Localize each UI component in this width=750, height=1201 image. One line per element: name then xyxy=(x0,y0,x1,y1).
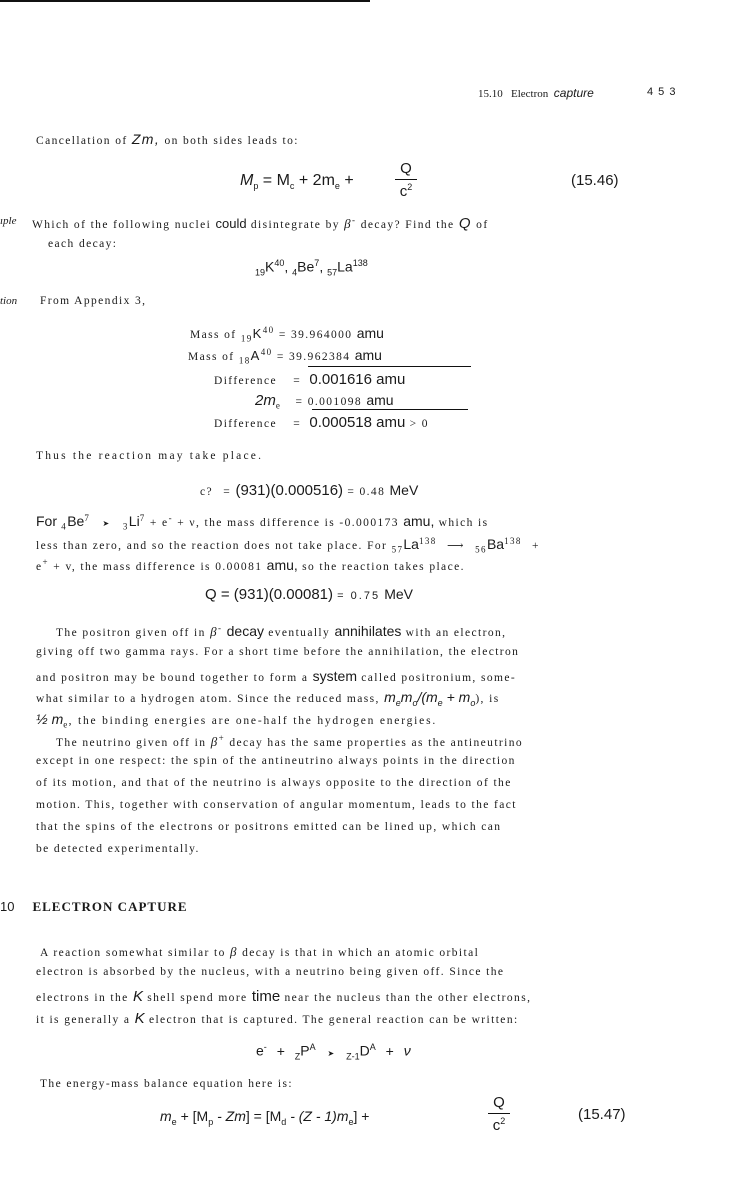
intro-text-a: Cancellation of xyxy=(36,135,128,147)
e47-c: - Zm xyxy=(217,1108,246,1124)
p3-l3-c: near the nucleus than the other electrons, xyxy=(284,992,532,1004)
frac-num: Q xyxy=(400,160,412,177)
less-la-pre: 57 xyxy=(391,544,404,555)
example-could: could xyxy=(215,216,247,231)
la-sup: 138 xyxy=(352,258,368,268)
be-line xyxy=(36,513,488,531)
p3-a: A reaction somewhat similar to xyxy=(40,947,226,959)
eq-rest-b: + 2m xyxy=(298,172,335,189)
row2-label: Mass of xyxy=(188,351,235,363)
p3-l4-k: K xyxy=(134,1010,145,1027)
eq-sub-e: e xyxy=(334,181,340,192)
rule-2 xyxy=(312,409,468,410)
row5-val: = xyxy=(293,418,302,430)
frac47-den-sup: 2 xyxy=(500,1116,506,1126)
row5-num: 0.000518 amu xyxy=(309,414,406,431)
row4-sub: e xyxy=(275,400,282,411)
e47-f: ] + xyxy=(353,1108,370,1124)
arrow-icon: ➤ xyxy=(102,519,111,528)
q-calc-1 xyxy=(200,482,418,499)
row4-unit: amu xyxy=(366,392,394,408)
equation-15-46 xyxy=(240,172,354,191)
rx-nu: ν xyxy=(403,1042,411,1059)
row1-label: Mass of xyxy=(190,329,237,341)
q2-d: MeV xyxy=(384,586,414,602)
solution-text: From Appendix 3, xyxy=(40,295,147,307)
rm-sub1: e xyxy=(395,697,401,708)
example-text-c: decay? Find the xyxy=(360,219,455,231)
nuclei-list: $_{19}K^{40}$, $_4Be^7$, $_{57}La^{138}$ xyxy=(255,258,368,278)
para2-line-5: that the spins of the electrons or positrons emitted can be lined up, which can xyxy=(36,821,502,833)
less-la-sup: 138 xyxy=(418,536,437,547)
eq-sub-c: c xyxy=(289,181,295,192)
e-line xyxy=(36,557,465,573)
row2-unit: amu xyxy=(354,347,382,363)
rm-m1: m xyxy=(384,689,396,705)
q-calc-2 xyxy=(205,586,413,603)
mass-row-2 xyxy=(188,347,382,365)
be-el: Be xyxy=(297,258,315,275)
para1-line-4 xyxy=(36,689,500,708)
e-line-sup: + xyxy=(42,557,49,568)
para3-line-2: electron is absorbed by the nucleus, with a neutrino being given off. Since the xyxy=(36,966,505,978)
e47-b: + [M xyxy=(180,1108,209,1124)
rx-d-sup: A xyxy=(369,1042,376,1052)
p1-a: The positron given off in xyxy=(56,627,206,639)
p1-l3-a: and positron may be bound together to form a xyxy=(36,672,309,684)
e-line-c: so the reaction takes place. xyxy=(302,561,465,573)
p1-l5-b: , the binding energies are one-half the hydrogen energies. xyxy=(68,715,438,727)
row3-label: Difference xyxy=(214,375,277,387)
page-number: 4 5 3 xyxy=(647,86,677,98)
p3-beta: β xyxy=(230,944,238,959)
para3-line-1 xyxy=(40,944,479,960)
energy-text: The energy-mass balance equation here is: xyxy=(40,1078,293,1090)
mass-row-4 xyxy=(255,392,394,410)
rx-e-sup: - xyxy=(263,1042,267,1052)
k-el: K xyxy=(265,258,275,275)
be-pre: 4 xyxy=(292,267,298,278)
qcalc-d: = 0.48 xyxy=(347,486,386,498)
rx-plus2: + xyxy=(385,1042,394,1059)
p1-l4-a: what similar to a hydrogen atom. Since the reduced mass, xyxy=(36,693,380,705)
para1-line-1 xyxy=(56,623,506,640)
zm-term: Zm, xyxy=(131,131,161,147)
eq-1546-fraction xyxy=(395,160,417,200)
be-line-sup: 7 xyxy=(84,513,91,524)
eq-1547-fraction xyxy=(488,1094,510,1134)
reaction-equation xyxy=(256,1042,411,1061)
la-el: La xyxy=(337,258,353,275)
mass-row-3 xyxy=(214,371,405,388)
q2-b: (0.00081) xyxy=(268,586,333,603)
p2-a: The neutrino given off in xyxy=(56,736,207,749)
beta-symbol: β xyxy=(344,216,353,231)
e47-sub-d: d xyxy=(281,1116,287,1127)
example-line-1 xyxy=(32,215,489,232)
rx-e: e xyxy=(256,1042,264,1059)
intro-text-b: on both sides leads to: xyxy=(164,135,299,147)
row2-val: = 39.962384 xyxy=(276,351,351,363)
frac47-bar xyxy=(488,1113,510,1114)
rm-f2: (m xyxy=(421,689,438,705)
be-line-d: which is xyxy=(438,517,489,529)
para1-line-5 xyxy=(36,711,437,729)
p1-l3-b: called positronium, some- xyxy=(361,672,517,684)
p3-b: decay is that in which an atomic orbital xyxy=(242,947,480,959)
equation-15-47 xyxy=(160,1108,370,1127)
e-line-b: + v, the mass difference is 0.00081 xyxy=(53,561,263,573)
e47-sub-e2: e xyxy=(348,1116,354,1127)
p3-l4-b: electron that is captured. The general reaction can be written: xyxy=(148,1014,519,1026)
rx-d-pre: Z-1 xyxy=(346,1051,360,1062)
frac47-den-c: c xyxy=(492,1117,501,1134)
rm-sub2: e xyxy=(437,697,443,708)
rx-p-sup: A xyxy=(309,1042,316,1052)
example-text-d: of xyxy=(476,219,489,231)
less-ba-pre: 56 xyxy=(475,544,487,555)
rx-p: P xyxy=(300,1042,310,1059)
p1-beta-sup: - xyxy=(217,623,223,634)
row1-val: = 39.964000 xyxy=(278,329,353,341)
eq-rest-a: = M xyxy=(262,172,290,189)
row4-label: 2m xyxy=(255,392,276,409)
p2-b: decay has the same properties as the antineutrino xyxy=(229,736,524,749)
solution-label: tion xyxy=(0,295,18,307)
row2-pre: 18 xyxy=(238,355,251,366)
row3-val: = xyxy=(293,375,302,387)
e47-e: - (Z - 1)m xyxy=(290,1108,349,1124)
be-line-amu: amu, xyxy=(403,513,435,529)
e47-d: ] = [M xyxy=(245,1108,282,1124)
row1-el: K xyxy=(252,326,263,341)
long-arrow-icon: ⟶ xyxy=(446,540,465,552)
eq-lhs: M xyxy=(240,172,254,189)
less-ba-sup: 138 xyxy=(504,536,522,547)
row1-pre: 19 xyxy=(240,333,253,344)
mass-row-5 xyxy=(214,414,429,431)
rx-plus1: + xyxy=(276,1042,285,1059)
qcalc-b: = xyxy=(223,486,232,498)
p1-ann: annihilates xyxy=(334,623,402,639)
row1-sup: 40 xyxy=(262,325,275,336)
section-heading-title: ELECTRON CAPTURE xyxy=(32,899,188,914)
q2-a: Q = (931) xyxy=(205,586,269,603)
rm-f4: ), is xyxy=(475,693,500,705)
header-title-b: capture xyxy=(553,86,594,100)
para1-line-3 xyxy=(36,668,516,684)
qcalc-e: MeV xyxy=(389,482,419,498)
p3-l3-b: shell spend more xyxy=(147,992,248,1004)
be-line-for: For xyxy=(36,513,57,529)
li-pre: 3 xyxy=(122,521,129,532)
e-line-amu: amu, xyxy=(266,557,298,573)
p1-l5-a: ½ m xyxy=(36,711,64,727)
li-sup: 7 xyxy=(139,513,146,524)
intro-line xyxy=(36,131,299,147)
be-sup: 7 xyxy=(314,258,320,268)
row1-unit: amu xyxy=(356,325,384,341)
less-line xyxy=(36,536,540,554)
e47-sub-p: p xyxy=(208,1116,214,1127)
p3-l4-a: it is generally a xyxy=(36,1014,131,1026)
k-sup: 40 xyxy=(274,258,285,268)
row5-gt: > 0 xyxy=(409,418,429,430)
row3-num: 0.001616 amu xyxy=(309,371,406,388)
para2-line-1 xyxy=(56,733,523,750)
p1-b: eventually xyxy=(268,627,331,639)
header-title-a: Electron xyxy=(511,88,549,100)
p2-beta-sup: + xyxy=(218,733,226,743)
less-line-a: less than zero, and so the reaction does not take place. For xyxy=(36,540,388,552)
p1-l3-sys: system xyxy=(312,668,358,684)
para3-line-3 xyxy=(36,988,531,1005)
p1-beta: β xyxy=(210,624,218,639)
row2-el: A xyxy=(250,348,261,363)
p3-l3-time: time xyxy=(251,988,281,1005)
q2-c: = 0.75 xyxy=(337,590,381,602)
section-number: 15.10 xyxy=(478,88,503,100)
la-pre: 57 xyxy=(327,267,338,278)
example-q: Q xyxy=(458,215,472,232)
section-heading xyxy=(0,898,188,916)
rm-f3: + m xyxy=(446,689,471,705)
less-ba: Ba xyxy=(486,536,505,552)
para3-line-4 xyxy=(36,1010,519,1027)
frac-bar xyxy=(395,179,417,180)
p1-decay: decay xyxy=(226,623,264,639)
row5-label: Difference xyxy=(214,418,277,430)
reduced-mass-formula: $m_em_o/(m_e + m_o$ xyxy=(384,689,476,708)
k-pre: 19 xyxy=(255,267,266,278)
mass-row-1 xyxy=(190,325,384,343)
equation-number-15-47: (15.47) xyxy=(578,1106,626,1123)
frac-den xyxy=(395,182,417,200)
frac-den-c: c xyxy=(399,183,408,200)
example-text-a: Which of the following nuclei xyxy=(32,219,212,231)
beta-sup: - xyxy=(352,215,357,226)
be-line-el: Be xyxy=(67,513,85,529)
rx-d: D xyxy=(359,1042,370,1059)
p3-l3-a: electrons in the xyxy=(36,992,129,1004)
equation-number-15-46: (15.46) xyxy=(571,172,619,189)
row2-sup: 40 xyxy=(260,347,273,358)
para2-line-6: be detected experimentally. xyxy=(36,843,200,855)
p2-beta: β xyxy=(210,733,219,749)
para2-line-3: of its motion, and that of the neutrino is always opposite to the direction of the xyxy=(36,777,512,789)
rule-1 xyxy=(308,366,471,367)
e47-sub-e: e xyxy=(171,1116,177,1127)
running-header xyxy=(478,86,594,100)
less-la: La xyxy=(403,536,419,552)
qcalc-a: c? xyxy=(200,486,214,498)
li-el: Li xyxy=(128,513,140,529)
frac47-num: Q xyxy=(493,1094,505,1111)
be-line-b: + e xyxy=(149,517,169,529)
section-heading-number: 10 xyxy=(0,899,15,914)
row4-num: 0.001098 xyxy=(307,396,363,408)
eq-plus: + xyxy=(344,172,354,189)
frac47-den xyxy=(488,1116,510,1134)
example-text-b: disintegrate by xyxy=(250,219,340,231)
be-line-b-sup: - xyxy=(168,513,173,524)
rm-m2: m xyxy=(400,689,413,705)
qcalc-c: (931)(0.000516) xyxy=(235,482,344,499)
e-line-e: e xyxy=(36,561,43,573)
be-line-c: + ν, the mass difference is -0.000173 xyxy=(177,517,399,529)
less-plus: + xyxy=(532,540,540,552)
example-line-2: each decay: xyxy=(48,238,118,250)
rx-z-pre: Z xyxy=(294,1051,301,1062)
eq-lhs-sub: p xyxy=(253,181,259,192)
p1-c: with an electron, xyxy=(405,627,507,639)
e47-m: m xyxy=(160,1108,172,1124)
example-label: ıple xyxy=(0,215,17,227)
p1-l5-sub: e xyxy=(63,719,69,730)
p3-l3-k: K xyxy=(132,988,143,1005)
row4-val: = xyxy=(295,396,304,408)
top-rule xyxy=(0,0,370,2)
para1-line-2: giving off two gamma rays. For a short time before the annihilation, the electron xyxy=(36,646,520,658)
be-line-pre: 4 xyxy=(61,521,68,532)
reaction-arrow-icon: ➤ xyxy=(327,1048,335,1058)
para2-line-2: except in one respect: the spin of the antineutrino always points in the direction xyxy=(36,755,516,767)
thus-line: Thus the reaction may take place. xyxy=(36,450,264,462)
frac-den-sup: 2 xyxy=(407,182,413,192)
para2-line-4: motion. This, together with conservation of angular momentum, leads to the fact xyxy=(36,799,517,811)
